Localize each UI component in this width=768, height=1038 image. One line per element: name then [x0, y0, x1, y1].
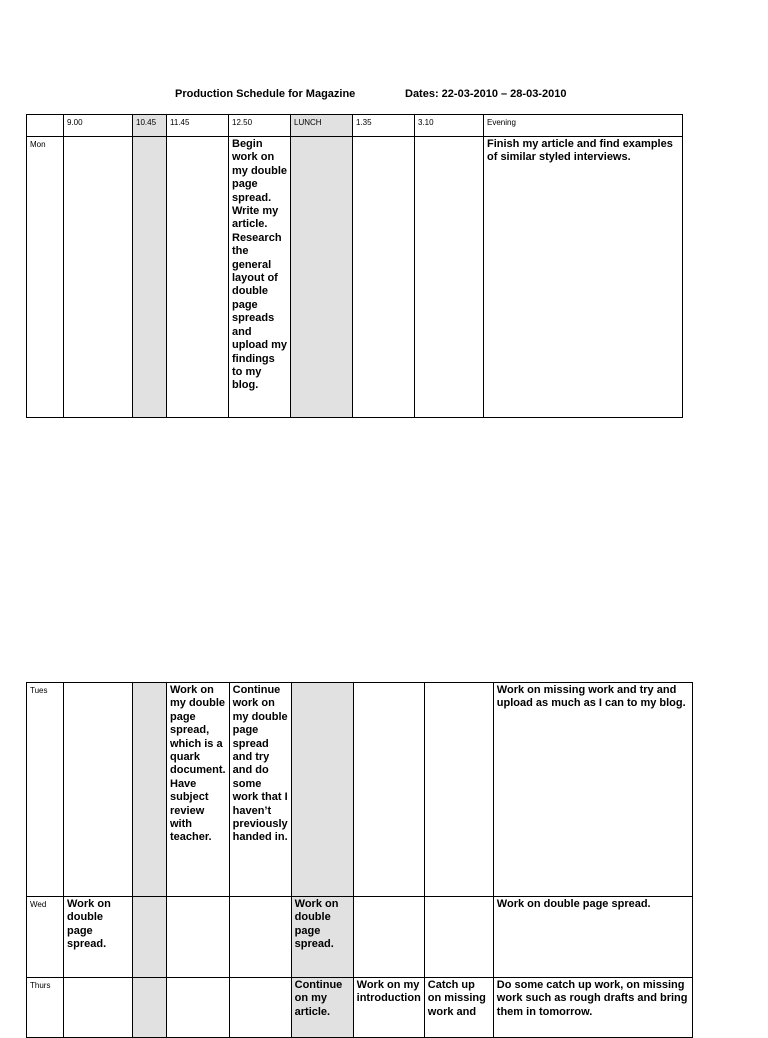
schedule-cell [291, 137, 353, 418]
schedule-cell: Work on my introduction [353, 978, 424, 1038]
header-cell-evening: Evening [484, 115, 683, 137]
schedule-cell: Finish my article and find examples of similar styled interviews. [484, 137, 683, 418]
table-row [27, 978, 693, 1038]
schedule-cell: Catch up on missing work and [424, 978, 493, 1038]
schedule-cell [353, 137, 415, 418]
schedule-cell [133, 137, 167, 418]
schedule-cell [167, 978, 230, 1038]
header-cell-11-45: 11.45 [167, 115, 229, 137]
header-cell-12-50: 12.50 [229, 115, 291, 137]
schedule-cell [424, 897, 493, 978]
day-label: Thurs [27, 978, 64, 1038]
schedule-dates: Dates: 22-03-2010 – 28-03-2010 [405, 88, 567, 100]
schedule-cell [133, 978, 167, 1038]
schedule-cell [133, 897, 167, 978]
schedule-cell: Do some catch up work, on missing work such as rough drafts and bring them in tomorrow. [493, 978, 692, 1038]
day-label: Tues [27, 683, 64, 897]
header-row [27, 115, 683, 137]
schedule-cell [229, 897, 291, 978]
header-cell-9-00: 9.00 [64, 115, 133, 137]
table-row [27, 137, 683, 418]
schedule-table-bottom [26, 682, 693, 1038]
header-cell-lunch: LUNCH [291, 115, 353, 137]
schedule-cell [167, 137, 229, 418]
header-cell-3-10: 3.10 [415, 115, 484, 137]
header-cell-day [27, 115, 64, 137]
schedule-cell [291, 683, 353, 897]
schedule-cell: Work on my double page spread, which is a quark document. Have subject review with teacher. [167, 683, 230, 897]
schedule-cell: Continue work on my double page spread and try and do some work that I haven’t previously handed in. [229, 683, 291, 897]
schedule-cell: Work on double page spread. [64, 897, 133, 978]
schedule-table-top [26, 114, 683, 418]
day-label: Mon [27, 137, 64, 418]
schedule-cell [229, 978, 291, 1038]
schedule-title: Production Schedule for Magazine [175, 88, 356, 100]
day-label: Wed [27, 897, 64, 978]
header-cell-1-35: 1.35 [353, 115, 415, 137]
header-cell-10-45: 10.45 [133, 115, 167, 137]
schedule-cell: Work on double page spread. [493, 897, 692, 978]
schedule-cell [415, 137, 484, 418]
schedule-cell [64, 683, 133, 897]
schedule-cell: Work on double page spread. [291, 897, 353, 978]
schedule-cell [167, 897, 230, 978]
schedule-cell [424, 683, 493, 897]
schedule-cell: Work on missing work and try and upload as much as I can to my blog. [493, 683, 692, 897]
table-row [27, 683, 693, 897]
schedule-cell: Continue on my article. [291, 978, 353, 1038]
schedule-cell [353, 897, 424, 978]
schedule-cell [353, 683, 424, 897]
document-heading [0, 88, 768, 102]
schedule-cell [64, 137, 133, 418]
schedule-cell: Begin work on my double page spread. Write my article. Research the general layout of double page spreads and upload my findings to my blog. [229, 137, 291, 418]
schedule-cell [64, 978, 133, 1038]
schedule-cell [133, 683, 167, 897]
table-row [27, 897, 693, 978]
